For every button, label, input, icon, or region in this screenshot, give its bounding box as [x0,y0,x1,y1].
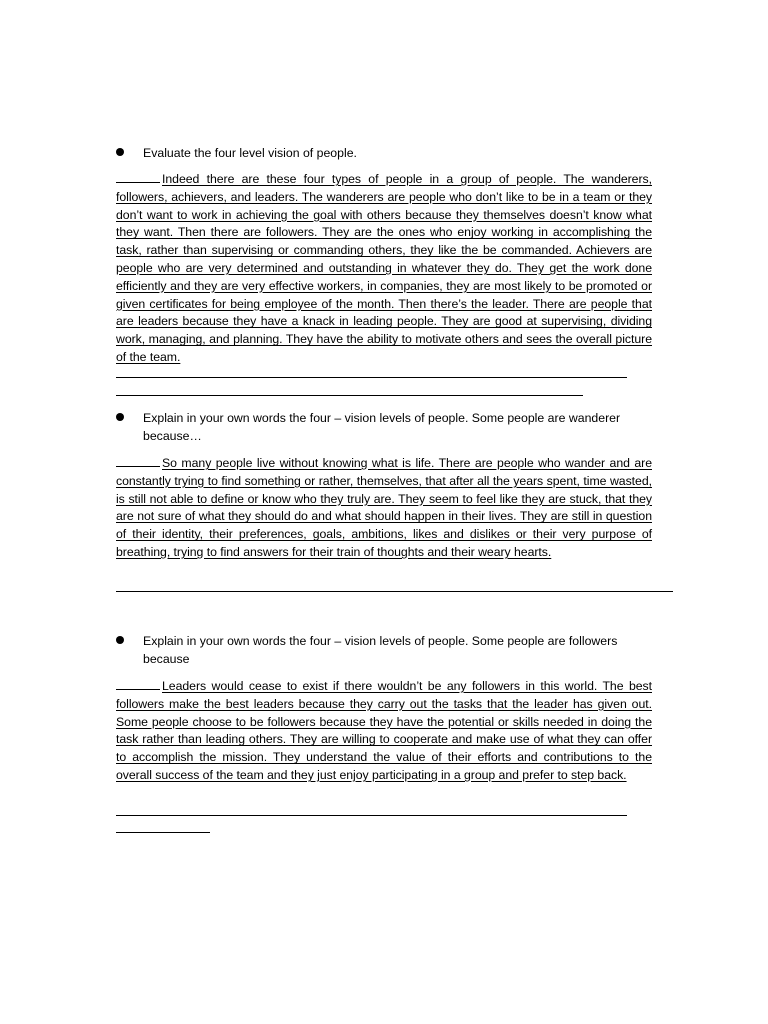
question-1 [116,144,656,162]
blank-line [116,832,210,833]
answer-2 [116,454,652,562]
question-3-prompt: Explain in your own words the four – vision levels of people. Some people are followers because [143,634,618,666]
question-2-prompt: Explain in your own words the four – vision levels of people. Some people are wanderer because… [143,411,621,443]
answer-1-text: Indeed there are these four types of people in a group of people. The wanderers, followers, achievers, and leaders. The wanderers are people who don’t like to be in a team or they don’t want to work in achieving the goal with others because they themselves doesn’t know what they want. Then there are followers. They are the ones who enjoy working in accomplishing the task, rather than supervising or commanding others, they like the be commanded. Achievers are people who are very determined and outstanding in whatever they do. They get the work done efficiently and they are very effective workers, in companies, they are most likely to be promoted or given certificates for being employee of the month. Then there’s the leader. There are people that are leaders because they have a knack in leading people. They are good at supervising, dividing work, managing, and planning. They have the ability to motivate others and sees the overall picture of the team. [116,172,652,364]
indent-line [116,454,160,467]
bullet-icon [116,148,124,156]
answer-1 [116,170,652,367]
answer-3 [116,677,652,785]
question-3 [116,632,656,668]
blank-line [116,591,673,592]
bullet-icon [116,636,124,644]
answer-2-text: So many people live without knowing what is life. There are people who wander and are constantly trying to find something or rather, themselves, that after all the years spent, time wasted, is still not able to define or know who they truly are. They seem to feel like they are stuck, that they are not sure of what they should do and what should happen in their lives. They are still in question of their identity, their preferences, goals, ambitions, likes and dislikes or their very purpose of breathing, trying to find answers for their train of thoughts and their weary hearts. [116,456,652,559]
question-1-prompt: Evaluate the four level vision of people. [143,146,357,160]
blank-line [116,377,627,378]
indent-line [116,677,160,690]
bullet-icon [116,413,124,421]
question-2 [116,409,656,445]
indent-line [116,170,160,183]
blank-line [116,815,627,816]
answer-3-text: Leaders would cease to exist if there wouldn’t be any followers in this world. The best followers make the best leaders because they carry out the tasks that the leader has given out. Some people choose to be followers because they have the potential or skills needed in doing the task rather than leading others. They are willing to cooperate and make use of what they can offer to accomplish the mission. They understand the value of their efforts and contributions to the overall success of the team and they just enjoy participating in a group and prefer to step back. [116,679,652,782]
blank-line [116,395,583,396]
